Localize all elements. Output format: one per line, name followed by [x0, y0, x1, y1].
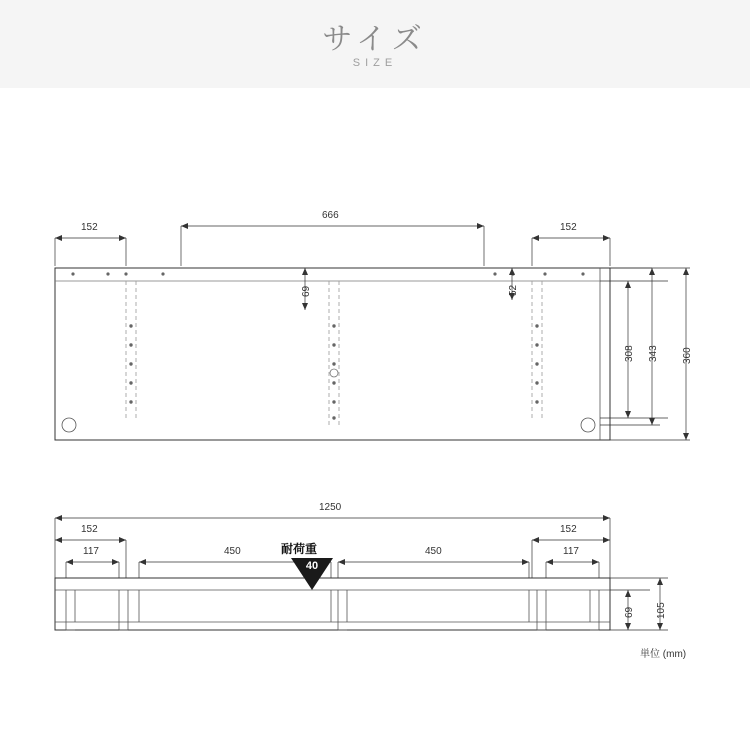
load-capacity-value: 40 — [305, 560, 319, 572]
page-subtitle: SIZE — [352, 57, 398, 69]
dim-depth-360: 360 — [682, 347, 693, 364]
dim-overall-1250: 1250 — [319, 502, 342, 513]
dim-depth-343: 343 — [648, 345, 659, 362]
dim-front-450-left: 450 — [224, 546, 241, 557]
dim-height-69: 69 — [624, 606, 635, 618]
dim-inner-69: 69 — [301, 285, 312, 297]
dim-inner-52: 52 — [508, 284, 519, 296]
page-title: サイズ — [322, 23, 428, 56]
dim-height-105: 105 — [656, 602, 667, 619]
dim-depth-308: 308 — [624, 345, 635, 362]
dim-top-right-152: 152 — [560, 222, 577, 233]
dim-front-117-left: 117 — [83, 546, 99, 557]
dim-front-450-right: 450 — [425, 546, 442, 557]
load-capacity-label: 耐荷重 — [281, 542, 318, 556]
dim-front-left-152: 152 — [81, 524, 98, 535]
dim-top-center-666: 666 — [322, 210, 339, 221]
dim-top-left-152: 152 — [81, 222, 98, 233]
dim-front-117-right: 117 — [563, 546, 579, 557]
dim-front-right-152: 152 — [560, 524, 577, 535]
unit-note: 単位 (mm) — [640, 649, 687, 660]
